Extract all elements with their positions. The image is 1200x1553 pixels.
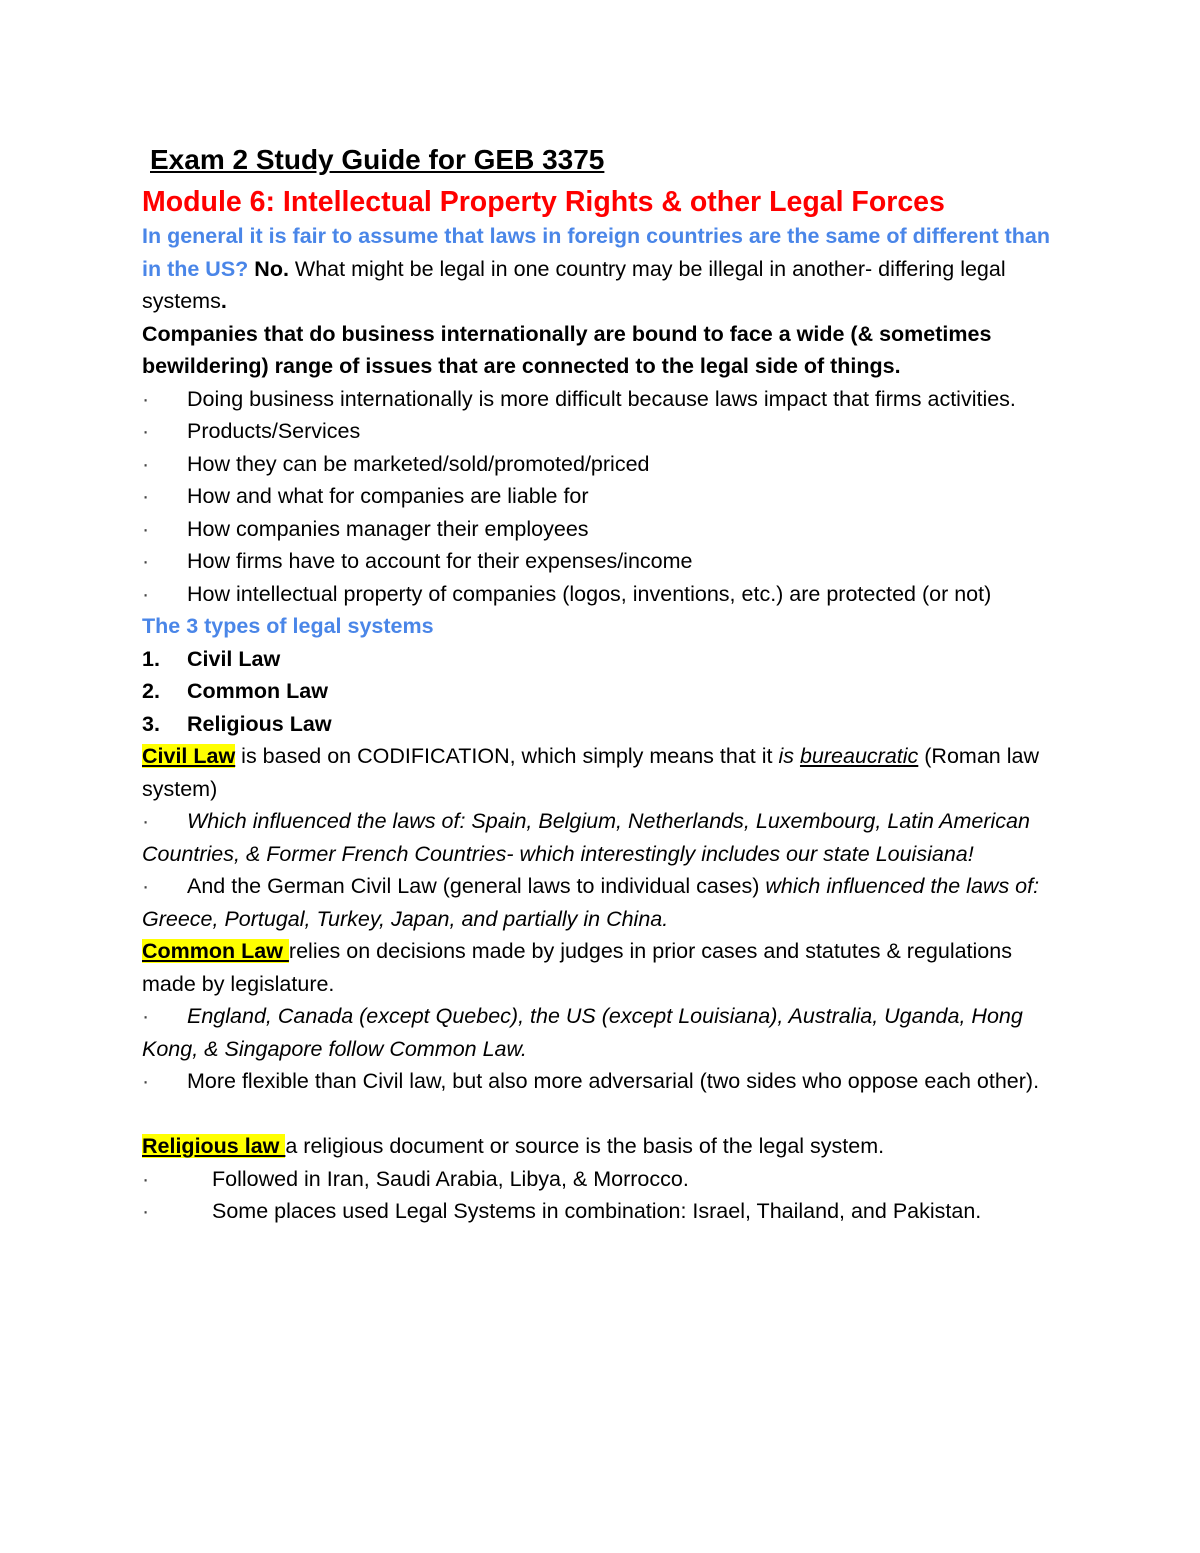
bullet-dot: · [142, 386, 150, 411]
list-item [142, 1163, 1062, 1196]
intro-answer-end: . [220, 289, 227, 313]
list-item [142, 578, 1062, 611]
intro-paragraph [142, 220, 1062, 318]
list-item-text: How intellectual property of companies (logos, inventions, etc.) are protected (or not) [187, 581, 992, 606]
list-item-text: Civil Law [187, 646, 281, 671]
bullet-dot: · [142, 1166, 150, 1191]
bullet-dot: · [142, 419, 150, 443]
bullet-dot: · [142, 581, 150, 606]
list-item [142, 708, 1062, 741]
list-item-text-italic: which influenced the laws of: Greece, Portugal, Turkey, Japan, and partially in China. [142, 874, 1040, 931]
bullet-dot: · [142, 484, 150, 508]
list-item [142, 383, 1062, 416]
list-item [142, 643, 1062, 676]
list-item [142, 480, 1062, 513]
list-number: 3. [142, 711, 160, 736]
list-item-text: England, Canada (except Quebec), the US (except Louisiana), Australia, Uganda, Hong Kong, & Singapore follow Common Law. [142, 1004, 1023, 1061]
list-item-text: Religious Law [187, 711, 332, 736]
civil-law-paragraph [142, 740, 1062, 805]
bullet-dot: · [142, 549, 150, 573]
common-law-paragraph [142, 935, 1062, 1000]
list-item [142, 513, 1062, 546]
civil-law-text-end: (Roman law system) [142, 744, 1039, 801]
intro-answer-bold: No. [254, 256, 289, 281]
list-item-text: Which influenced the laws of: Spain, Belgium, Netherlands, Luxembourg, Latin American Countries, & Former French Countries- which interestingly includes our state Louisiana! [142, 809, 1030, 866]
common-law-term: Common Law [142, 939, 289, 963]
document-body [142, 140, 1062, 1228]
list-item [142, 1195, 1062, 1228]
list-item-text: Common Law [187, 679, 328, 703]
bullet-list-issues [142, 383, 1062, 611]
bullet-dot: · [142, 809, 150, 833]
document-title: Exam 2 Study Guide for GEB 3375 [150, 144, 605, 175]
religious-law-term: Religious law [142, 1134, 286, 1158]
civil-law-bureaucratic: bureaucratic [799, 744, 919, 768]
spacer [142, 1098, 1062, 1131]
list-item-text: Followed in Iran, Saudi Arabia, Libya, & Morrocco. [212, 1166, 689, 1191]
bullet-dot: · [142, 1069, 150, 1093]
list-item [142, 1000, 1062, 1065]
bullet-dot: · [142, 451, 150, 476]
list-item [142, 870, 1062, 935]
list-item [142, 448, 1062, 481]
list-number: 2. [142, 679, 160, 703]
bullet-dot: · [142, 874, 150, 898]
list-item-text: Some places used Legal Systems in combination: Israel, Thailand, and Pakistan. [212, 1199, 982, 1223]
list-item-text: How firms have to account for their expenses/income [187, 549, 693, 573]
list-item-text: More flexible than Civil law, but also more adversarial (two sides who oppose each other). [187, 1069, 1040, 1093]
list-item-text: Products/Services [187, 419, 361, 443]
intro-question: In general it is fair to assume that laws in foreign countries are the same of different than in the US? [142, 224, 1050, 281]
list-item [142, 805, 1062, 870]
types-list [142, 643, 1062, 741]
common-law-text: relies on decisions made by judges in prior cases and statutes & regulations made by legislature. [142, 939, 1012, 996]
list-item [142, 1065, 1062, 1098]
civil-law-is: is [778, 744, 794, 768]
bullet-dot: · [142, 1004, 150, 1028]
civil-law-text: is based on CODIFICATION, which simply means that it [235, 744, 779, 768]
list-item [142, 545, 1062, 578]
list-item-text: How they can be marketed/sold/promoted/priced [187, 451, 650, 476]
list-item-text: Doing business internationally is more difficult because laws impact that firms activities. [187, 386, 1016, 411]
list-item-text: How companies manager their employees [187, 516, 589, 541]
religious-law-paragraph [142, 1130, 1062, 1163]
bullet-dot: · [142, 516, 150, 541]
module-heading: Module 6: Intellectual Property Rights & other Legal Forces [142, 186, 945, 218]
bullet-dot: · [142, 1199, 150, 1223]
list-number: 1. [142, 646, 160, 671]
list-item [142, 415, 1062, 448]
types-heading: The 3 types of legal systems [142, 614, 434, 638]
religious-law-text: a religious document or source is the basis of the legal system. [285, 1134, 885, 1158]
civil-law-term: Civil Law [142, 744, 236, 768]
list-item-text: And the German Civil Law (general laws to individual cases) [187, 874, 766, 898]
companies-paragraph: Companies that do business internationally are bound to face a wide (& sometimes bewildering) range of issues that are connected to the legal side of things. [142, 321, 992, 378]
list-item-text: How and what for companies are liable for [187, 484, 589, 508]
list-item [142, 675, 1062, 708]
intro-answer: What might be legal in one country may be illegal in another- differing legal systems [142, 256, 1006, 313]
